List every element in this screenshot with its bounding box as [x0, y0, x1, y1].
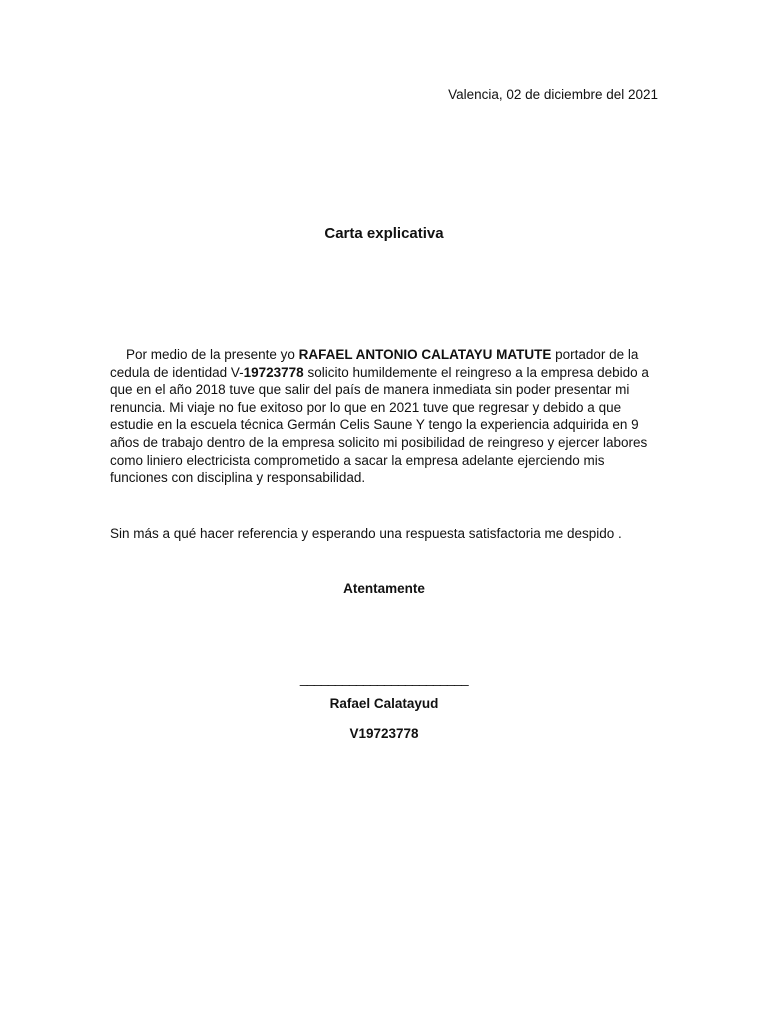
signature-line: ________________________: [299, 671, 469, 686]
letter-date: Valencia, 02 de diciembre del 2021: [448, 87, 658, 102]
signer-id: V19723778: [349, 726, 419, 741]
letter-title: Carta explicativa: [324, 225, 444, 242]
letter-body-paragraph: [110, 346, 658, 487]
body-text-id-number: 19723778: [243, 364, 304, 380]
body-text-intro: Por medio de la presente yo: [126, 347, 299, 362]
letter-closing: Sin más a qué hacer referencia y esperando una respuesta satisfactoria me despido .: [110, 526, 622, 541]
body-text-request: solicito humildemente el reingreso a la empresa debido a que en el año 2018 tuve que salir del país de manera inmediata sin poder presentar mi renuncia. Mi viaje no fue exitoso por lo que en 2021 tuve que regresar y debido a que estudie en la escuela técnica Germán Celis Saune Y tengo la experiencia adquirida en 9 años de trabajo dentro de la empresa solicito mi posibilidad de reingreso y ejercer labores como liniero electricista comprometido a sacar la empresa adelante ejerciendo mis funciones con disciplina y responsabilidad.: [110, 364, 649, 486]
letter-valediction: Atentamente: [343, 581, 425, 596]
body-text-full-name: RAFAEL ANTONIO CALATAYU MATUTE: [298, 347, 552, 362]
body-text-id-prefix: portador de la cedula de identidad V-: [110, 347, 639, 380]
signer-name: Rafael Calatayud: [329, 696, 439, 711]
